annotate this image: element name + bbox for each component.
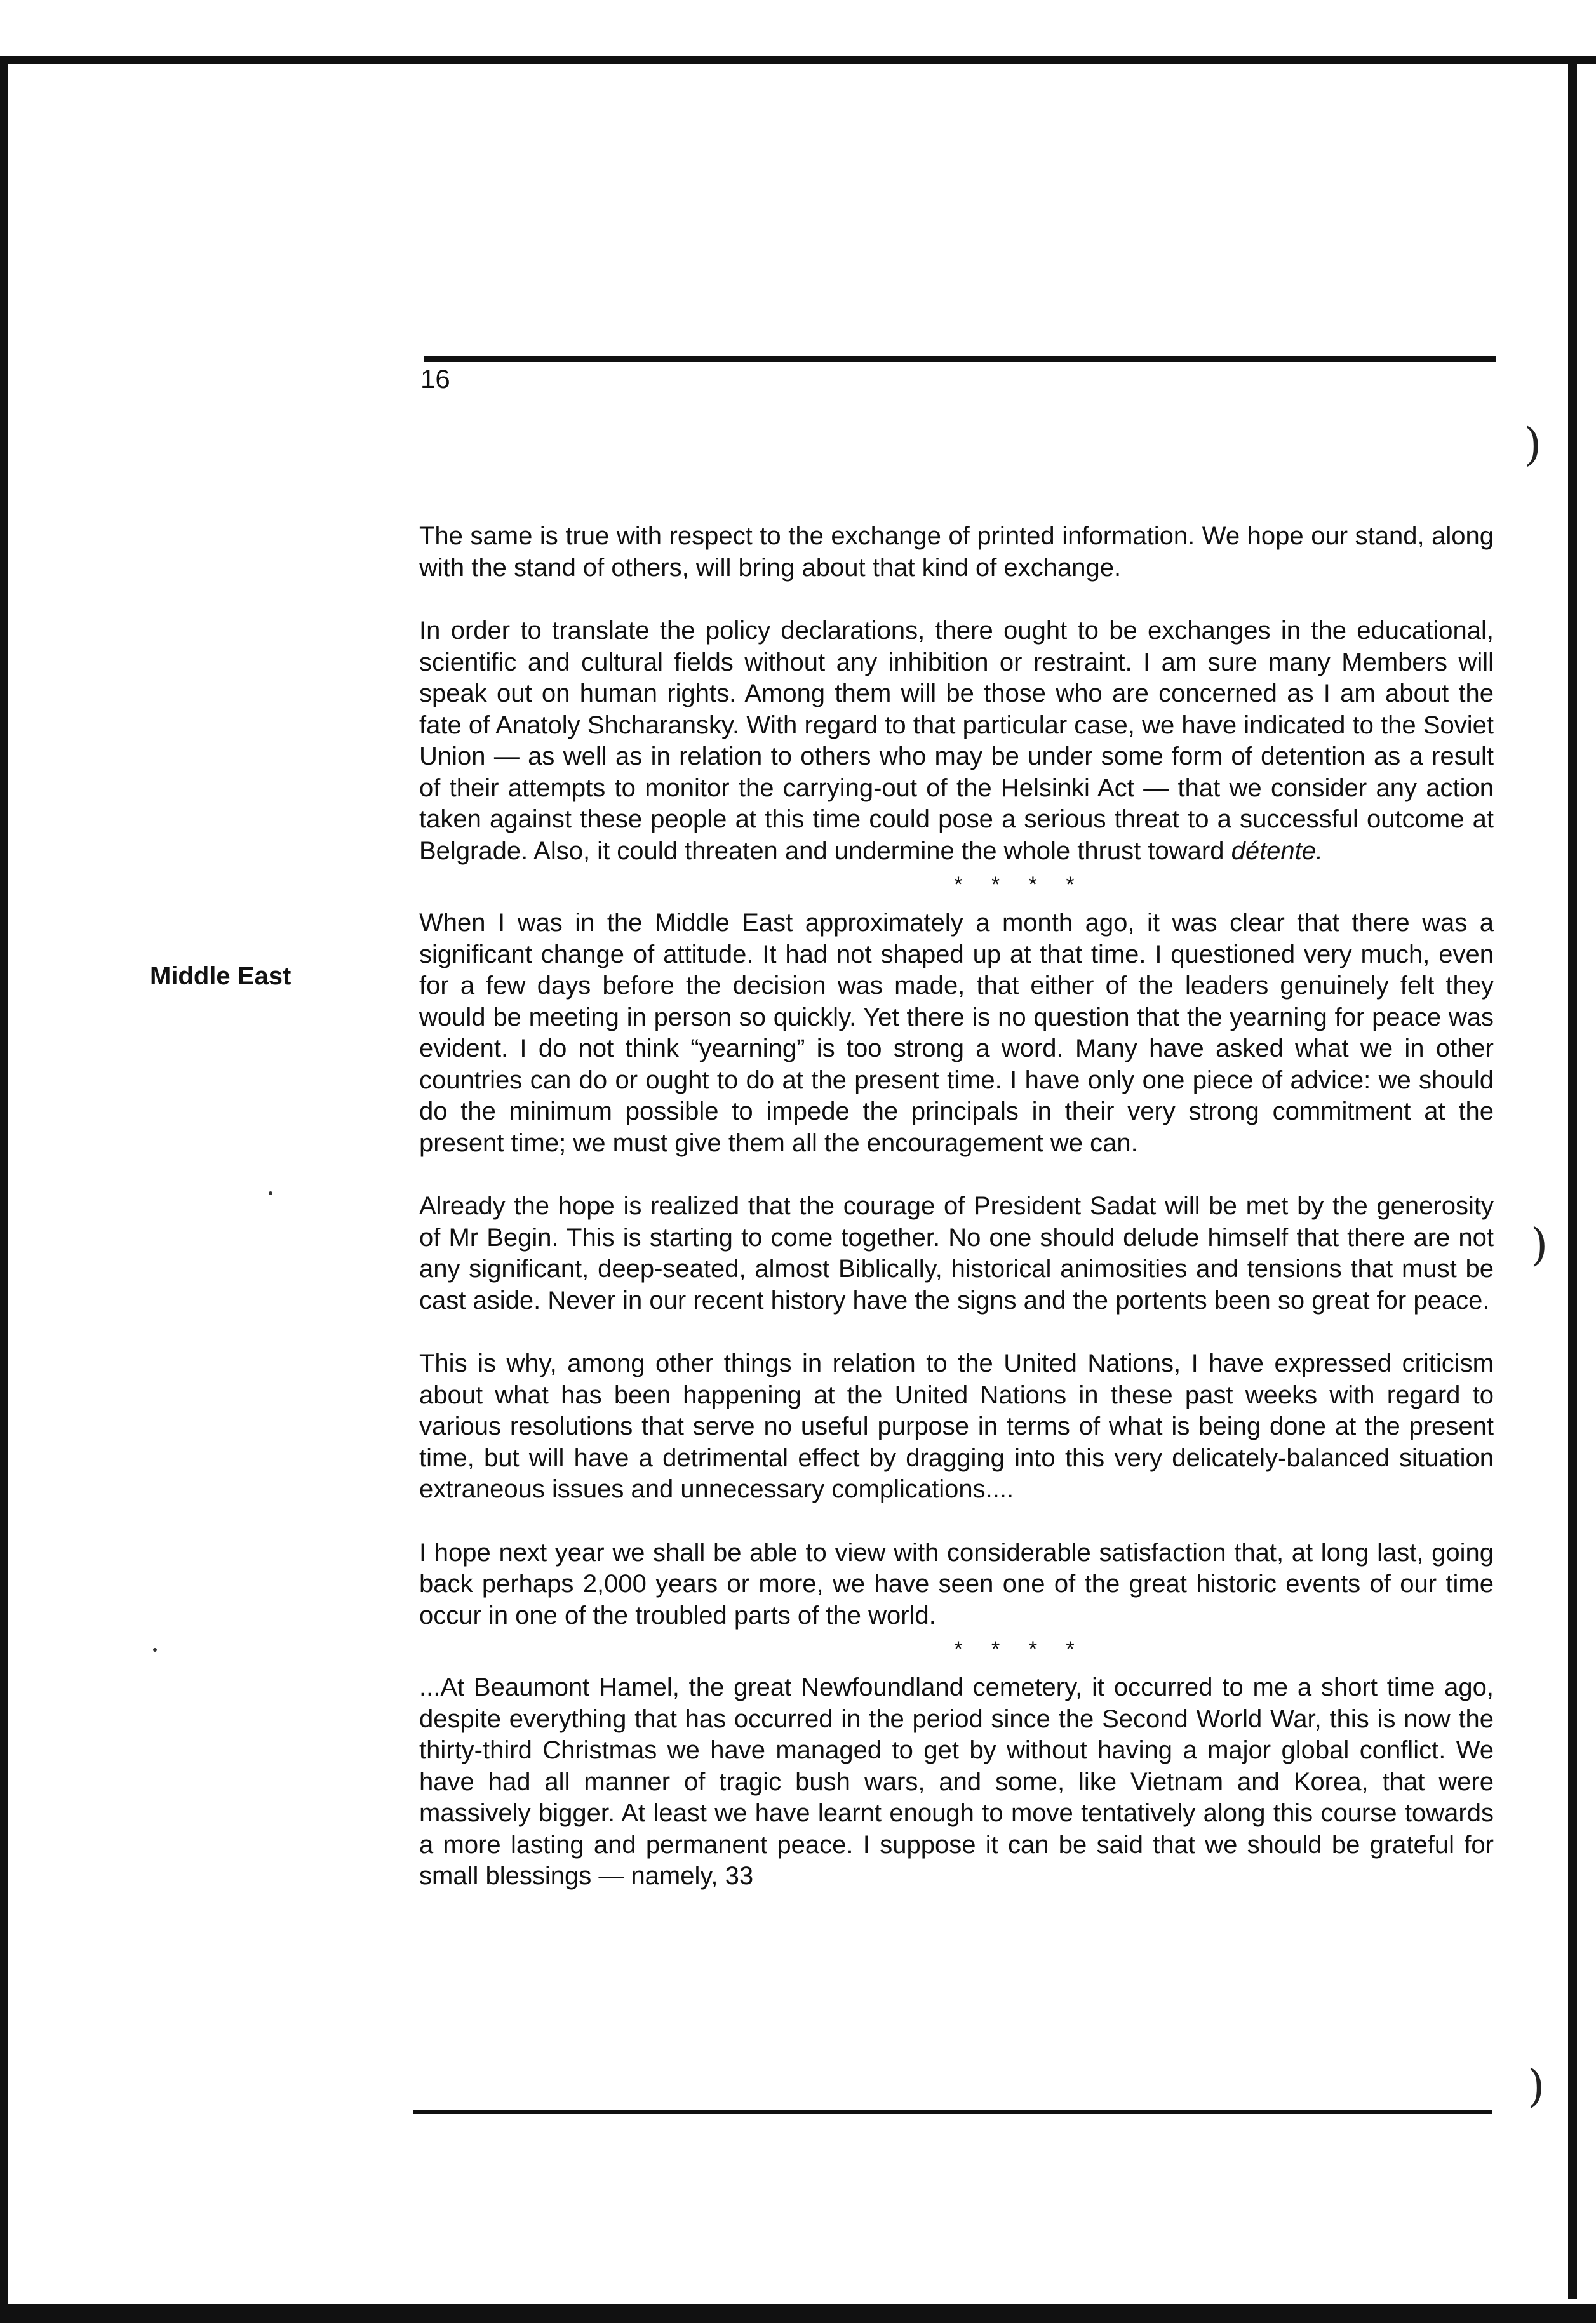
scan-speck (153, 1648, 157, 1652)
scan-edge-right (1568, 64, 1577, 2299)
scan-speck (269, 1191, 272, 1195)
footer-rule (413, 2110, 1492, 2114)
section-divider-2: * * * * (954, 1637, 1086, 1661)
header-rule (424, 356, 1496, 362)
sidebar-heading-middle-east: Middle East (150, 962, 292, 990)
scan-edge-left (0, 56, 8, 2323)
body-text (419, 521, 1494, 1924)
page-number: 16 (420, 364, 450, 394)
paragraph-policy-declarations-text: In order to translate the policy declarations, there ought to be exchanges in the educational, scientific and cultural fields without any inhibition or restraint. I am sure many Members will speak out on human rights. Among them will be those who are concerned as I am about the fate of Anatoly Shcharansky. With regard to that particular case, we have indicated to the Soviet Union — as well as in relation to others who may be under some form of detention as a result of their attempts to monitor the carrying-out of the Helsinki Act — that we consider any action taken against these people at this time could pose a serious threat to a successful outcome at Belgrade. Also, it could threaten and undermine the whole thrust toward (419, 617, 1494, 865)
section-divider-1: * * * * (954, 873, 1086, 897)
paragraph-united-nations: This is why, among other things in relation to the United Nations, I have expressed criticism about what has been happening at the United Nations in these past weeks with regard to various resolutions that serve no useful purpose in terms of what is being done at the present time, but will have a detrimental effect by dragging into this very delicately-balanced situation extraneous issues and unnecessary complications.... (419, 1349, 1494, 1503)
paragraph-policy-declarations (419, 615, 1494, 867)
scan-edge-bottom (0, 2304, 1596, 2323)
paragraph-next-year: I hope next year we shall be able to view with considerable satisfaction that, at long last, going back perhaps 2,000 years or more, we have seen one of the great historic events of our time occur in one of the troubled parts of the world. (419, 1538, 1494, 1630)
paragraph-sadat-begin: Already the hope is realized that the courage of President Sadat will be met by the generosity of Mr Begin. This is starting to come together. No one should delude himself that there are not any significant, deep-seated, almost Biblically, historical animosities and tensions that must be cast aside. Never in our recent history have the signs and the portents been so great for peace. (419, 1192, 1494, 1315)
binder-ring-mark-top: ) (1524, 418, 1542, 471)
paragraph-printed-information: The same is true with respect to the exchange of printed information. We hope our stand, along with the stand of others, will bring about that kind of exchange. (419, 522, 1494, 582)
binder-ring-mark-bottom: ) (1527, 2060, 1545, 2112)
scan-edge-top (0, 56, 1596, 64)
detente-italic: détente. (1231, 836, 1324, 865)
paragraph-beaumont-hamel: ...At Beaumont Hamel, the great Newfoundland cemetery, it occurred to me a short time ago, despite everything that has occurred in the period since the Second World War, this is now the thirty-third Christmas we have managed to get by without having a major global conflict. We have had all manner of tragic bush wars, and some, like Vietnam and Korea, that were massively bigger. At least we have learnt enough to move tentatively along this course towards a more lasting and permanent peace. I suppose it can be said that we should be grateful for small blessings — namely, 33 (419, 1673, 1494, 1890)
paragraph-middle-east-visit: When I was in the Middle East approximately a month ago, it was clear that there was a significant change of attitude. It had not shaped up at that time. I questioned very much, even for a few days before the decision was made, that either of the leaders genuinely felt they would be meeting in person so quickly. Yet there is no question that the yearning for peace was evident. I do not think “yearning” is too strong a word. Many have asked what we in other countries can do or ought to do at the present time. I have only one piece of advice: we should do the minimum possible to impede the principals in their very strong commitment at the present time; we must give them all the encouragement we can. (419, 909, 1494, 1157)
binder-ring-mark-middle: ) (1531, 1219, 1548, 1271)
